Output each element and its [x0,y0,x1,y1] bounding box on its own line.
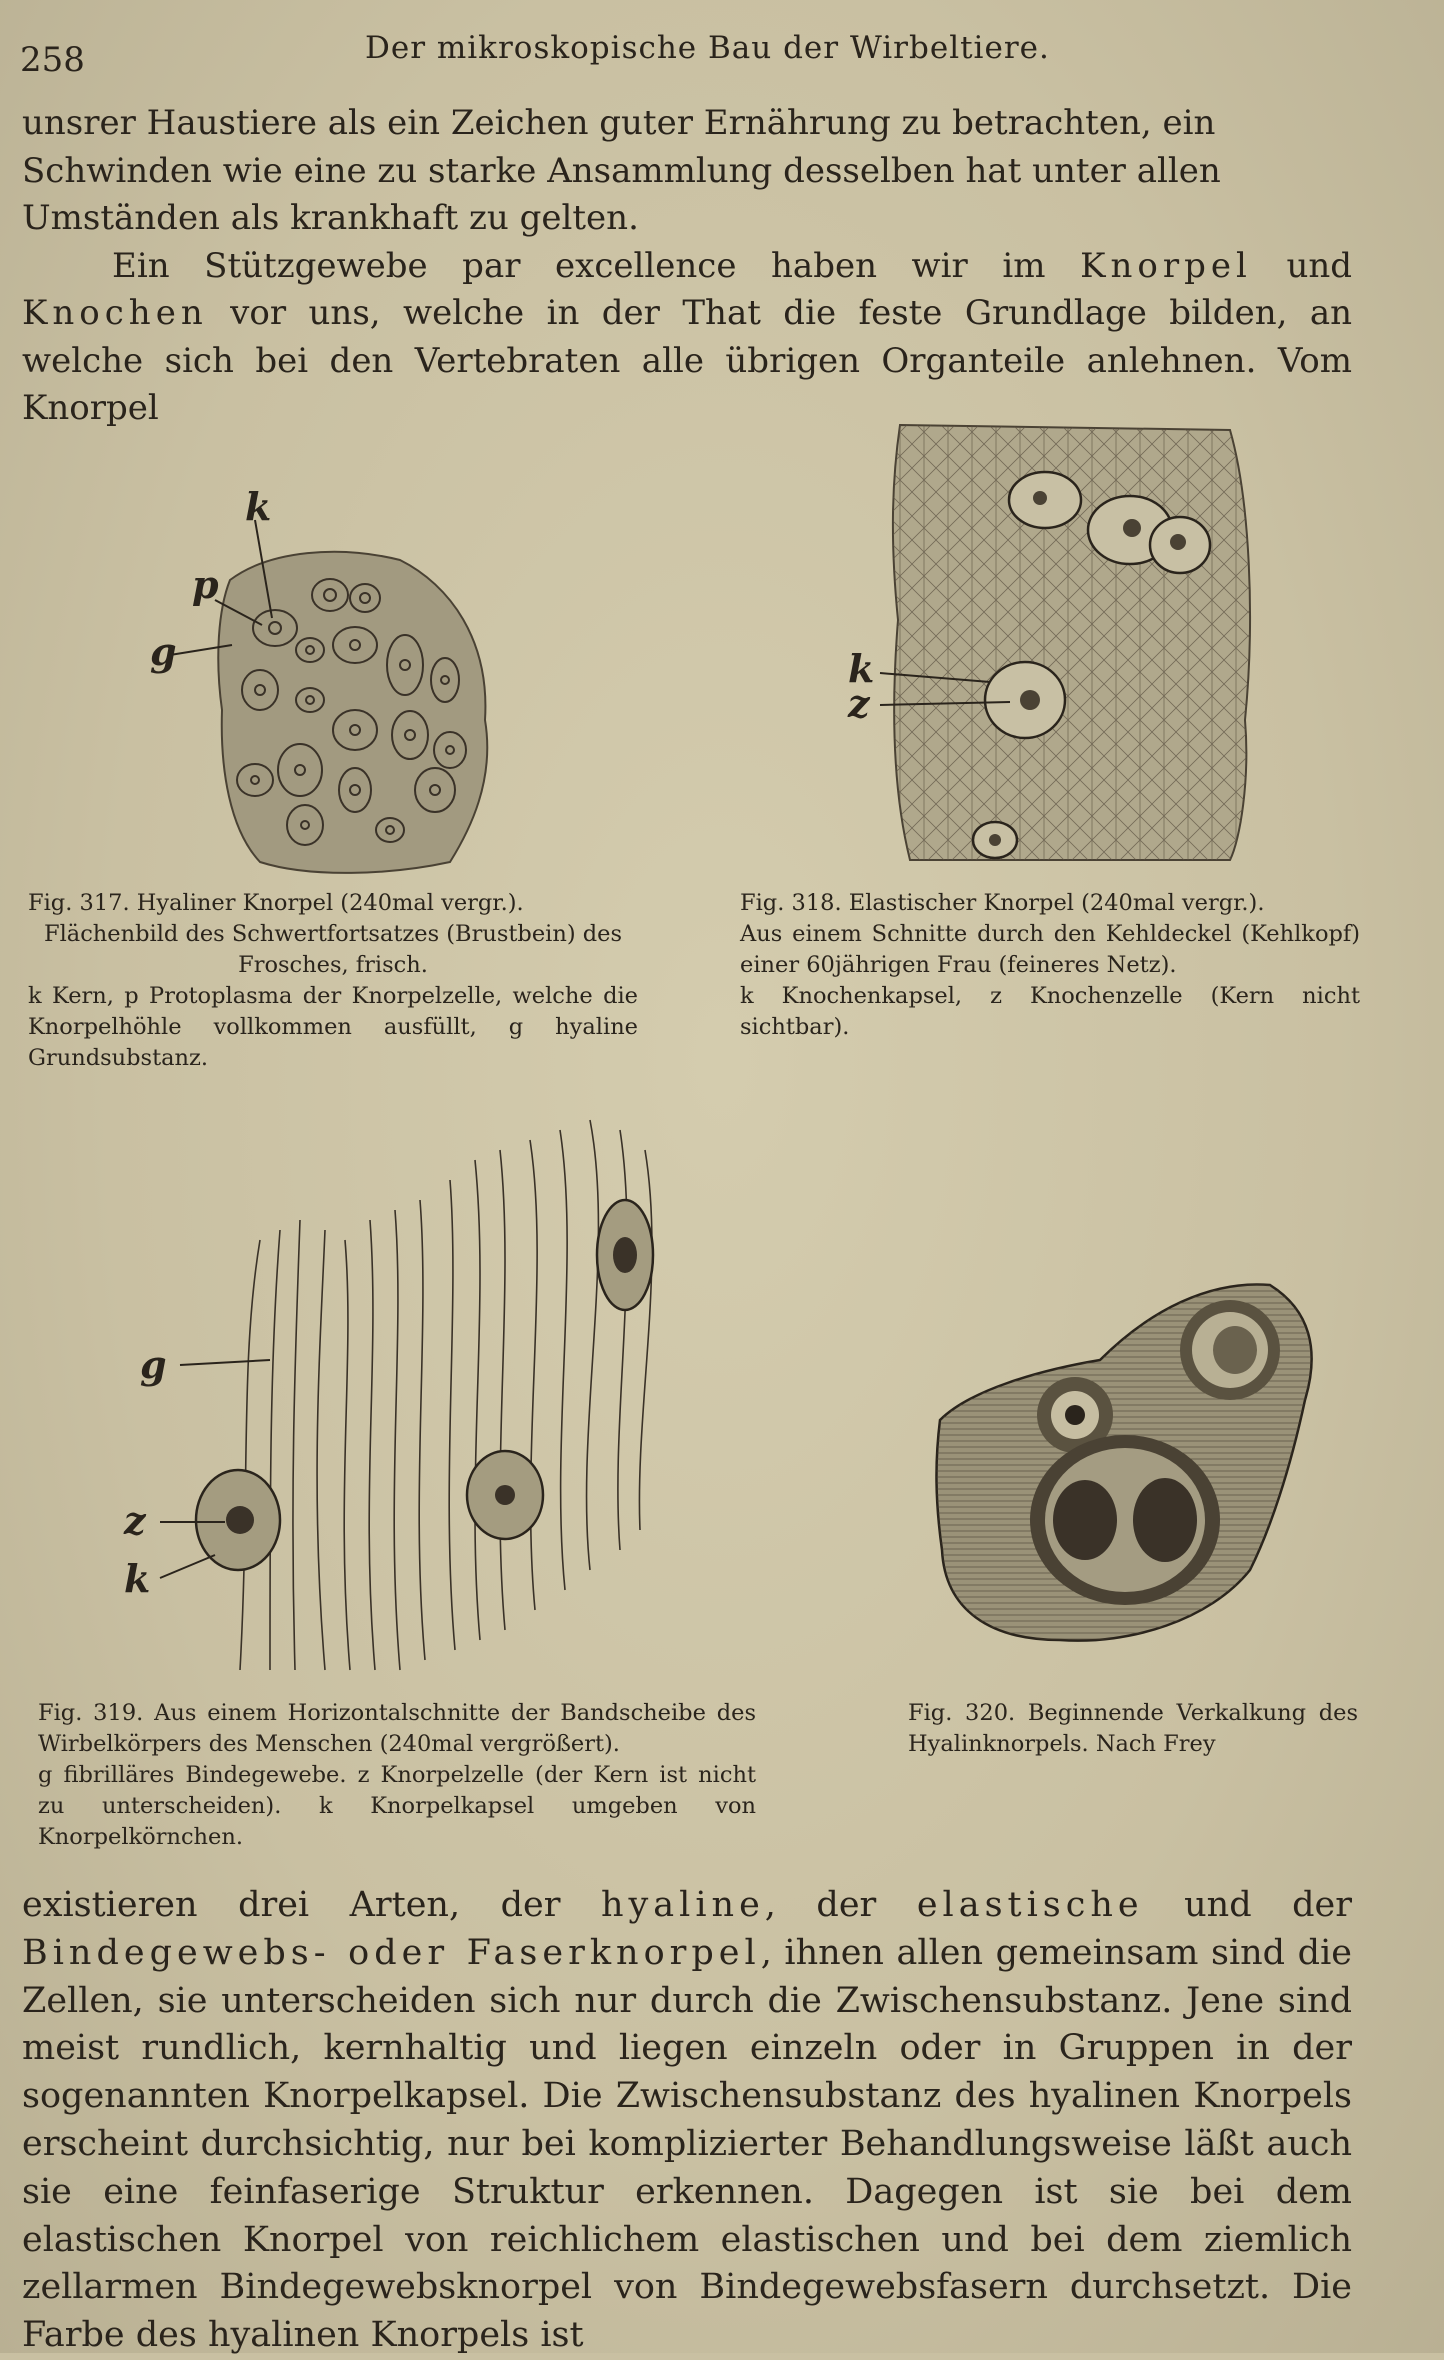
label-z: z [848,681,870,726]
figure-318 [840,420,1280,870]
figure-318-illustration [840,420,1280,870]
text-run: und [1251,245,1353,286]
stuetzgewebe-paragraph [22,243,1352,433]
figure-319 [120,1110,700,1690]
figure-317-illustration [150,490,510,890]
figure-320-illustration [930,1270,1330,1660]
caption-title: Fig. 320. Beginnende Verkalkung des Hyalinknorpels. Nach Frey [908,1700,1358,1757]
text-line: Umständen als krankhaft zu gelten. [22,198,639,238]
term-bindegewebsknorpel: Bindegewebs- oder Faserknorpel [22,1932,761,1973]
figure-320-caption [908,1698,1358,1760]
term-knorpel: Knorpel [1080,245,1252,286]
label-k: k [245,490,272,529]
caption-line: Aus einem Schnitte durch den Kehldeckel (Kehlkopf) einer 60jährigen Frau (feineres Netz). [740,921,1360,978]
top-paragraph [22,100,1352,433]
caption-line: g fibrilläres Bindegewebe. z Knorpelzelle (der Kern ist nicht zu unterscheiden). k Knorpelkapsel umgeben von Knorpelkörnchen. [38,1762,756,1850]
figure-319-caption [38,1698,756,1853]
page-header [20,22,1360,82]
label-k: k [848,646,875,691]
bottom-paragraph [22,1882,1352,2360]
label-z: z [124,1498,146,1543]
caption-line: k Kern, p Protoplasma der Knorpelzelle, welche die Knorpelhöhle vollkommen ausfüllt, g hyaline Grundsubstanz. [28,983,638,1071]
figure-317 [150,490,510,890]
caption-title: Fig. 319. Aus einem Horizontalschnitte der Bandscheibe des Wirbelkörpers des Menschen (240mal vergrößert). [38,1700,756,1757]
text-run: existieren drei Arten, der [22,1885,601,1925]
figure-319-illustration [120,1110,700,1690]
text-run: Ein Stützgewebe par excellence haben wir im [112,245,1081,286]
text-run: , der [764,1885,917,1925]
text-line: unsrer Haustiere als ein Zeichen guter Ernährung zu betrachten, ein [22,103,1216,143]
text-run: vor uns, welche in der That die feste Grundlage bilden, an welche sich bei den Vertebraten alle übrigen Organteile anlehnen. Vom Knorpel [22,293,1352,428]
term-knochen: Knochen [22,293,208,333]
label-k: k [124,1556,151,1601]
label-p: p [192,562,219,607]
caption-title: Fig. 318. Elastischer Knorpel (240mal vergr.). [740,890,1265,916]
text-run: , ihnen allen gemeinsam sind die Zellen, sie unterscheiden sich nur durch die Zwischensubstanz. Jene sind meist rundlich, kernhaltig und liegen einzeln oder in Gruppen in der sogenannten Knorpelkapsel. Die Zwischensubstanz des hyalinen Knorpels erscheint durchsichtig, nur bei komplizierter Behandlungsweise läßt auch sie eine feinfaserige Struktur erkennen. Dagegen ist sie bei dem elastischen Knorpel von reichlichem elastischen und bei dem ziemlich zellarmen Bindegewebsknorpel von Bindegewebsfasern durchsetzt. Die Farbe des hyalinen Knorpels ist [22,1932,1352,2356]
term-elastische: elastische [916,1885,1144,1925]
label-g: g [140,1342,167,1387]
caption-title: Fig. 317. Hyaliner Knorpel (240mal vergr.). [28,890,524,916]
caption-line: k Knochenkapsel, z Knochenzelle (Kern nicht sichtbar). [740,983,1360,1040]
figure-318-caption [740,888,1360,1043]
figure-320 [930,1270,1330,1660]
cartilage-paragraph [22,1882,1352,2360]
text-line: Schwinden wie eine zu starke Ansammlung desselben hat unter allen [22,150,1221,191]
figure-317-caption [28,888,638,1074]
running-head: Der mikroskopische Bau der Wirbeltiere. [365,30,1050,66]
page-number: 258 [20,40,85,80]
text-run: und der [1143,1885,1352,1925]
term-hyaline: hyaline [600,1885,765,1925]
label-g: g [150,629,177,674]
caption-line: Flächenbild des Schwertfortsatzes (Brustbein) des Frosches, frisch. [43,921,623,978]
